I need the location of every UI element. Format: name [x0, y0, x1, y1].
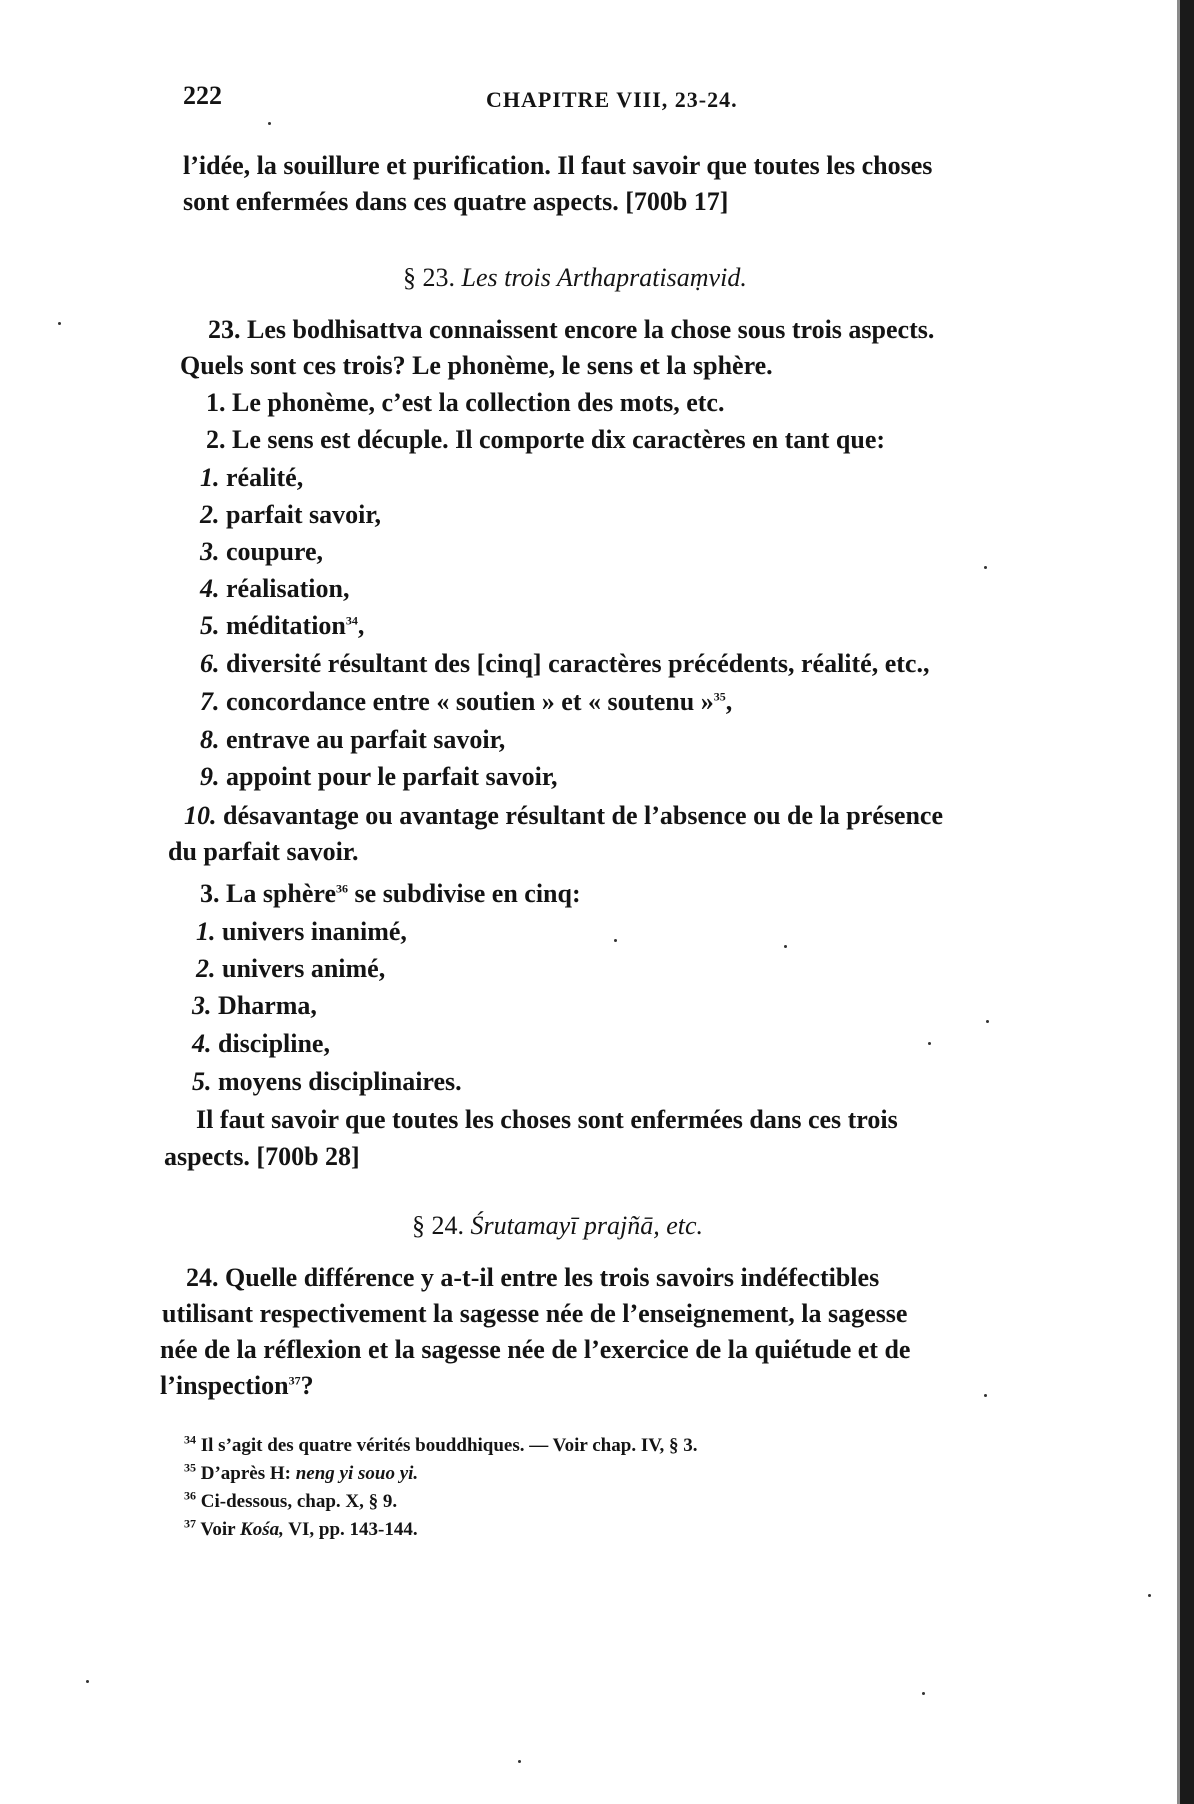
sense-item [200, 761, 558, 793]
sense-num: 4. [200, 574, 220, 603]
section-24-mark: § 24. [412, 1211, 464, 1240]
scan-speck [984, 1394, 987, 1397]
footnote-text: Ci-dessous, chap. X, § 9. [200, 1491, 398, 1512]
sense-num: 6. [200, 649, 220, 678]
footnote-text: Voir [200, 1519, 241, 1540]
sphere-num: 2. [196, 954, 216, 983]
page-number: 222 [183, 81, 222, 110]
para-23-line-2: Quels sont ces trois? Le phonème, le sens et la sphère. [180, 351, 773, 380]
footnote [184, 1434, 698, 1458]
footnote-ref: 37 [288, 1373, 301, 1388]
sense-num: 5. [200, 611, 220, 640]
footnote-mark: 34 [184, 1432, 196, 1447]
sense-text: concordance entre « soutien » et « soutenu » [226, 687, 714, 716]
intro-line-2: sont enfermées dans ces quatre aspects. [700b 17] [183, 187, 729, 216]
sense-item [200, 462, 303, 494]
sense-text: diversité résultant des [cinq] caractères précédents, réalité, etc., [226, 649, 930, 678]
sphere-num: 3. [192, 991, 212, 1020]
footnote [184, 1518, 418, 1542]
footnote-ref: 36 [336, 881, 349, 896]
sphere-num: 1. [196, 917, 216, 946]
scan-speck [518, 1760, 521, 1763]
scan-speck [984, 566, 987, 569]
scan-speck [1148, 1594, 1151, 1597]
sphere-intro [200, 878, 581, 910]
para-24-line-1-text: Quelle différence y a-t-il entre les trois savoirs indéfectibles [225, 1263, 880, 1292]
sense-text: coupure, [226, 537, 324, 566]
sphere-num: 4. [192, 1029, 212, 1058]
footnote-text: Il s’agit des quatre vérités bouddhiques. — Voir chap. IV, § 3. [200, 1435, 698, 1456]
sphere-item [192, 1066, 462, 1098]
scan-speck [614, 939, 617, 942]
sphere-closing-line-2: aspects. [700b 28] [164, 1142, 360, 1171]
scan-speck [268, 122, 271, 125]
footnote-text: D’après H: [200, 1463, 296, 1484]
footnote-mark: 36 [184, 1488, 196, 1503]
footnote-italic: neng yi souo yi. [295, 1463, 419, 1484]
footnote [184, 1462, 418, 1486]
sense-text: réalité, [226, 463, 304, 492]
sense-item-continuation: du parfait savoir. [168, 837, 359, 866]
section-23-title: Les trois Arthapratisaṃvid. [461, 263, 747, 292]
sense-punct: , [357, 611, 365, 640]
footnote-mark: 35 [184, 1460, 196, 1475]
sense-text: parfait savoir, [226, 500, 382, 529]
para-23-item-1: 1. Le phonème, c’est la collection des mots, etc. [206, 388, 725, 417]
footnote-ref: 34 [345, 613, 358, 628]
scan-speck [922, 1692, 925, 1695]
section-23-mark: § 23. [403, 263, 455, 292]
sphere-text: univers animé, [222, 954, 386, 983]
para-24-line-2: utilisant respectivement la sagesse née de l’enseignement, la sagesse [162, 1299, 908, 1328]
para-24-line-4-text: l’inspection [160, 1371, 289, 1400]
section-23-heading [403, 262, 747, 294]
para-24-line-1 [186, 1262, 879, 1294]
sense-num: 9. [200, 762, 220, 791]
sense-text: appoint pour le parfait savoir, [226, 762, 558, 791]
section-24-title: Śrutamayī prajñā, etc. [470, 1211, 704, 1240]
sphere-item [192, 1028, 330, 1060]
sense-num: 2. [200, 500, 220, 529]
scan-speck [986, 1020, 989, 1023]
sense-item [200, 724, 505, 756]
sense-text: désavantage ou avantage résultant de l’absence ou de la présence [223, 801, 944, 830]
section-24-heading [412, 1210, 703, 1242]
sphere-text: discipline, [218, 1029, 330, 1058]
sense-item [200, 648, 929, 680]
para-23-line-1 [208, 314, 934, 346]
para-23-line-1-text: Les bodhisattva connaissent encore la chose sous trois aspects. [247, 315, 935, 344]
scan-speck [784, 945, 787, 948]
sphere-intro-b: se subdivise en cinq: [354, 879, 581, 908]
para-23-item-2: 2. Le sens est décuple. Il comporte dix caractères en tant que: [206, 425, 886, 454]
sense-num: 1. [200, 463, 220, 492]
sense-item [200, 573, 350, 605]
sphere-item [196, 953, 385, 985]
sense-num: 10. [184, 801, 217, 830]
footnote-text-post: VI, pp. 143-144. [283, 1519, 418, 1540]
sense-text: entrave au parfait savoir, [226, 725, 506, 754]
footnote-ref: 35 [713, 689, 726, 704]
sense-text: méditation [226, 611, 346, 640]
page-edge-shadow [1180, 0, 1194, 1804]
intro-line-1: l’idée, la souillure et purification. Il faut savoir que toutes les choses [183, 151, 933, 180]
page-edge-gutter [1177, 0, 1180, 1804]
running-title: CHAPITRE VIII, 23-24. [486, 87, 738, 112]
sphere-closing-line-1: Il faut savoir que toutes les choses sont enfermées dans ces trois [196, 1105, 898, 1134]
sphere-intro-a: 3. La sphère [200, 879, 337, 908]
para-24-line-3: née de la réflexion et la sagesse née de l’exercice de la quiétude et de [160, 1335, 911, 1364]
sphere-item [192, 990, 317, 1022]
sense-item [200, 610, 364, 642]
para-24-number: 24. [186, 1263, 219, 1292]
sense-item [200, 499, 381, 531]
footnote [184, 1490, 397, 1514]
sphere-text: univers inanimé, [222, 917, 407, 946]
sense-text: réalisation, [226, 574, 350, 603]
scan-speck [86, 1680, 89, 1683]
para-23-number: 23. [208, 315, 241, 344]
sense-item [200, 686, 732, 718]
sphere-text: moyens disciplinaires. [218, 1067, 462, 1096]
scan-speck [58, 322, 61, 325]
para-24-question-mark: ? [300, 1371, 314, 1400]
sphere-text: Dharma, [218, 991, 317, 1020]
sense-item [200, 536, 323, 568]
sense-num: 3. [200, 537, 220, 566]
sphere-num: 5. [192, 1067, 212, 1096]
para-24-line-4 [160, 1370, 314, 1402]
footnote-mark: 37 [184, 1516, 196, 1531]
scan-speck [928, 1042, 931, 1045]
sphere-item [196, 916, 407, 948]
sense-num: 7. [200, 687, 220, 716]
sense-num: 8. [200, 725, 220, 754]
sense-punct: , [725, 687, 733, 716]
sense-item [184, 800, 943, 832]
footnote-italic: Kośa, [240, 1519, 284, 1540]
